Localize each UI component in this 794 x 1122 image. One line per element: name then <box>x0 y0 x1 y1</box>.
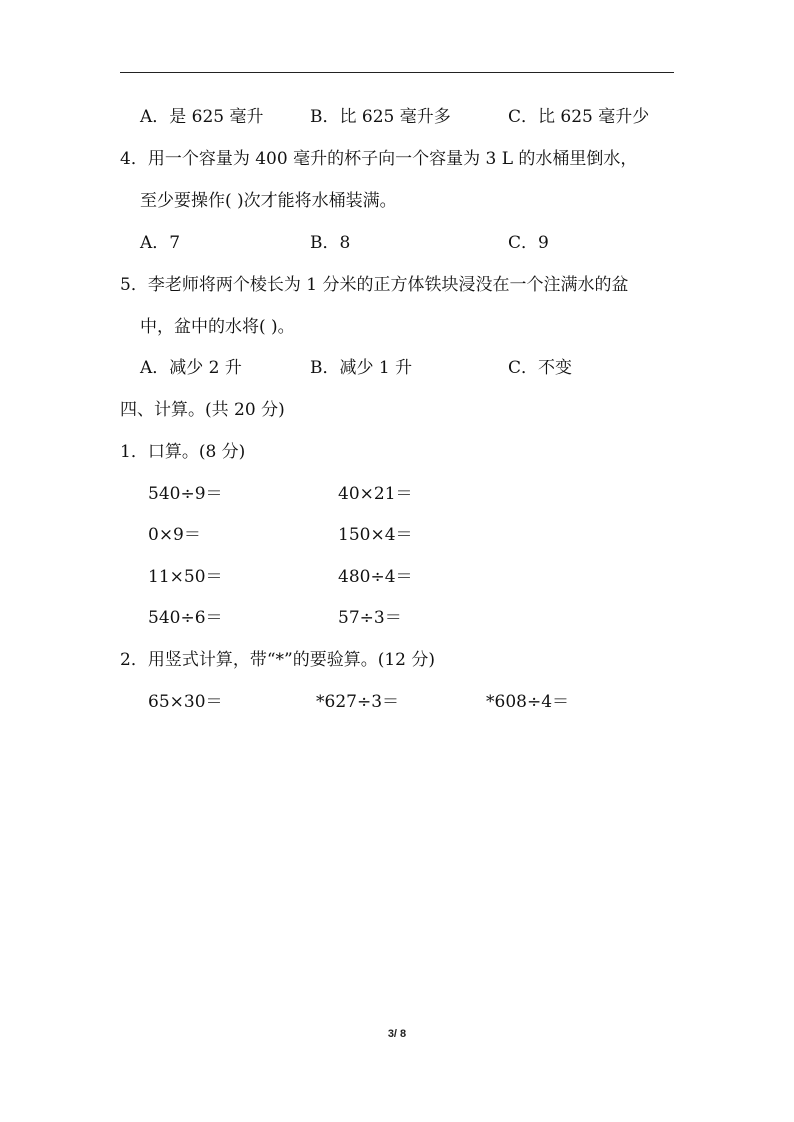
vertical-calc-item: 65×30＝ <box>148 692 223 712</box>
q5-option-b: B．减少 1 升 <box>310 358 413 378</box>
q5-option-c: C．不变 <box>508 358 573 378</box>
q3-option-a: A．是 625 毫升 <box>140 107 264 127</box>
mental-calc-item: 40×21＝ <box>338 484 413 504</box>
q5-option-a: A．减少 2 升 <box>140 358 242 378</box>
q4-line-1: 4．用一个容量为 400 毫升的杯子向一个容量为 3 L 的水桶里倒水， <box>120 149 638 169</box>
section-heading: 四、计算。(共 20 分) <box>120 400 285 420</box>
mental-calc-item: 480÷4＝ <box>338 567 413 587</box>
q4-option-c: C．9 <box>508 233 549 253</box>
q4-option-b: B．8 <box>310 233 351 253</box>
mental-calc-item: 540÷6＝ <box>148 608 223 628</box>
q3-option-c: C．比 625 毫升少 <box>508 107 650 127</box>
mental-calc-item: 540÷9＝ <box>148 484 223 504</box>
q5-line-1: 5．李老师将两个棱长为 1 分米的正方体铁块浸没在一个注满水的盆 <box>120 275 629 295</box>
page-number: 3/ 8 <box>387 1028 407 1040</box>
mental-calc-item: 11×50＝ <box>148 567 223 587</box>
vertical-calc-item: *608÷4＝ <box>486 692 570 712</box>
q4-option-a: A．7 <box>140 233 181 253</box>
mental-calc-item: 150×4＝ <box>338 525 413 545</box>
mental-calc-item: 57÷3＝ <box>338 608 402 628</box>
vertical-calc-item: *627÷3＝ <box>316 692 400 712</box>
q5-line-2: 中，盆中的水将( )。 <box>140 317 295 337</box>
sub2-title: 2．用竖式计算，带“*”的要验算。(12 分) <box>120 650 435 670</box>
mental-calc-item: 0×9＝ <box>148 525 201 545</box>
header-rule <box>120 72 674 73</box>
sub1-title: 1．口算。(8 分) <box>120 442 246 462</box>
q4-line-2: 至少要操作( )次才能将水桶装满。 <box>140 191 397 211</box>
q3-option-b: B．比 625 毫升多 <box>310 107 451 127</box>
